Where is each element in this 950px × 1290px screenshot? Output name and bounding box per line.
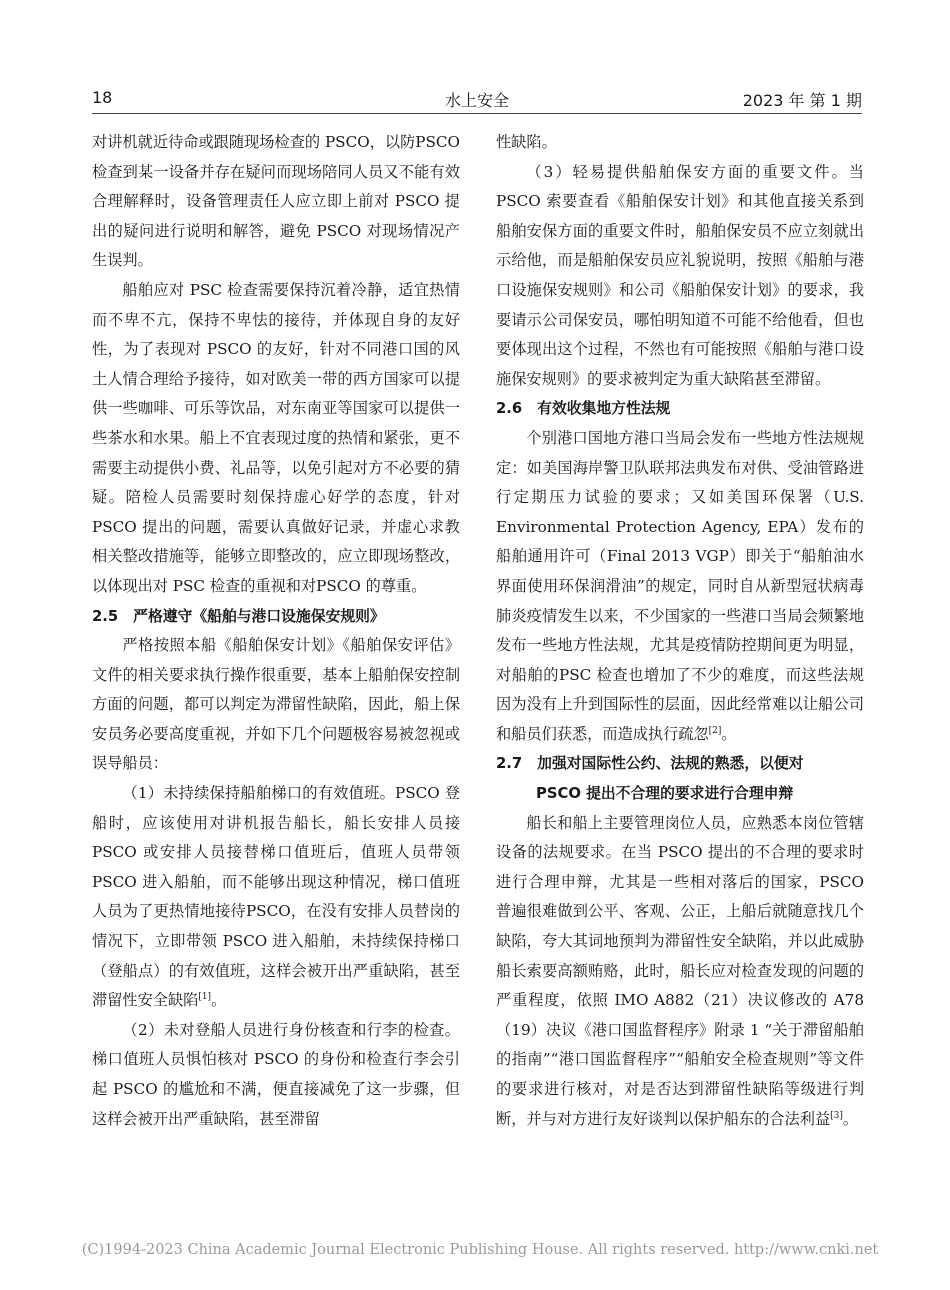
copyright-footer: (C)1994-2023 China Academic Journal Electronic Publishing House. All rights reserved. http://www.cnki.net: [81, 1242, 879, 1258]
section-number: 2.7: [496, 755, 523, 773]
paragraph-text: 个别港口国地方港口当局会发布一些地方性法规规定：如美国海岸警卫队联邦法典发布对供、受油管路进行定期压力试验的要求；又如美国环保署（U.S. Environmental Protection Agency, EPA）发布的船舶通用许可（Final 2013 VGP）即关于“船舶油水界面使用环保润滑油”的规定，同时自从新型冠状病毒肺炎疫情发生以来，不少国家的一些港口当局会频繁地发布一些地方性法规，尤其是疫情防控期间更为明显，对船舶的PSC 检查也增加了不少的难度，而这些法规因为没有上升到国际性的层面，因此经常难以让船公司和船员们获悉，而造成执行疏忽: [496, 428, 864, 743]
paragraph: （3）轻易提供船舶保安方面的重要文件。当PSCO 索要查看《船舶保安计划》和其他直接关系到船舶安保方面的重要文件时，船舶保安员不应立刻就出示给他，而是船舶保安员应礼貌说明，按照《船舶与港口设施保安规则》和公司《船舶保安计划》的要求，我要请示公司保安员，哪怕明知道不可能不给他看，但也要体现出这个过程，不然也有可能按照《船舶与港口设施保安规则》的要求被判定为重大缺陷甚至滞留。: [496, 162, 864, 388]
paragraph: 船舶应对 PSC 检查需要保持沉着冷静，适宜热情而不卑不亢，保持不卑怯的接待，并体现自身的友好性，为了表现对 PSCO 的友好，针对不同港口国的风土人情合理给予接待，如对欧美一带的西方国家可以提供一些咖啡、可乐等饮品，对东南亚等国家可以提供一些茶水和水果。船上不宜表现过度的热情和紧张，更不需要主动提供小费、礼品等，以免引起对方不必要的猜疑。陪检人员需要时刻保持虚心好学的态度，针对 PSCO 提出的问题，需要认真做好记录，并虚心求教相关整改措施等，能够立即整改的，应立即现场整改，以体现出对 PSC 检查的重视和对PSCO 的尊重。: [92, 280, 460, 595]
journal-title: 水上安全: [444, 91, 509, 110]
section-number: 2.6: [496, 400, 523, 418]
section-title-continued: PSCO 提出不合理的要求进行合理申辩: [536, 785, 794, 803]
section-number: 2.5: [92, 607, 119, 625]
left-column: [92, 128, 460, 1134]
citation-ref: [1]: [198, 992, 212, 1003]
paragraph: [496, 424, 864, 750]
right-column: [496, 128, 864, 1134]
paragraph: （2）未对登船人员进行身份核查和行李的检查。梯口值班人员惧怕核对 PSCO 的身份和检查行李会引起 PSCO 的尴尬和不满，便直接减免了这一步骤，但这样会被开出严重缺陷，甚至滞留: [92, 1020, 460, 1128]
section-heading-2-5: [92, 602, 460, 632]
paragraph: 对讲机就近待命或跟随现场检查的 PSCO，以防PSCO 检查到某一设备并存在疑问而现场陪同人员又不能有效合理解释时，设备管理责任人应立即上前对 PSCO 提出的疑问进行说明和解答，避免 PSCO 对现场情况产生误判。: [92, 133, 460, 270]
page-number: 18: [92, 88, 113, 107]
paragraph: 严格按照本船《船舶保安计划》《船舶保安评估》文件的相关要求执行操作很重要，基本上船舶保安控制方面的问题，都可以判定为滞留性缺陷，因此，船上保安员务必要高度重视，并如下几个问题极容易被忽视或误导船员：: [92, 636, 460, 773]
header-rule: [92, 113, 862, 114]
paragraph-end: 。: [721, 724, 737, 743]
section-heading-2-7: [496, 749, 864, 808]
citation-ref: [3]: [830, 1110, 843, 1121]
paragraph-end: 。: [211, 991, 227, 1010]
section-title: 严格遵守《船舶与港口设施保安规则》: [133, 607, 385, 625]
citation-ref: [2]: [708, 725, 722, 736]
page-header: [92, 88, 862, 112]
section-title: 加强对国际性公约、法规的熟悉，以便对: [537, 755, 804, 773]
paragraph-end: 。: [842, 1109, 859, 1128]
paragraph: [496, 809, 864, 1135]
paragraph: [92, 779, 460, 1016]
paragraph-text: （1）未持续保持船舶梯口的有效值班。PSCO 登船时，应该使用对讲机报告船长，船长安排人员接 PSCO 或安排人员接替梯口值班后，值班人员带领 PSCO 进入船舶，而不能够出现这种情况，梯口值班人员为了更热情地接待PSCO，在没有安排人员替岗的情况下，立即带领 PSCO 进入船舶，未持续保持梯口（登船点）的有效值班，这样会被开出严重缺陷，甚至滞留性安全缺陷: [92, 784, 460, 1010]
section-title: 有效收集地方性法规: [537, 400, 671, 418]
issue-label: 2023 年 第 1 期: [742, 91, 862, 110]
paragraph: 性缺陷。: [496, 133, 557, 151]
section-heading-2-6: [496, 394, 864, 424]
paragraph-text: 船长和船上主要管理岗位人员，应熟悉本岗位管辖设备的法规要求。在当 PSCO 提出的不合理的要求时进行合理申辩，尤其是一些相对落后的国家，PSCO 普遍很难做到公平、客观、公正，上船后就随意找几个缺陷，夸大其词地预判为滞留性安全缺陷，并以此威胁船长索要高额贿赂，此时，船长应对检查发现的问题的严重程度，依照 IMO A882（21）决议修改的 A78（19）决议《港口国监督程序》附录 1 “关于滞留船舶的指南”“港口国监督程序”“船舶安全检查规则”等文件的要求进行核对，对是否达到滞留性缺陷等级进行判断，并与对方进行友好谈判以保护船东的合法利益: [496, 813, 864, 1128]
